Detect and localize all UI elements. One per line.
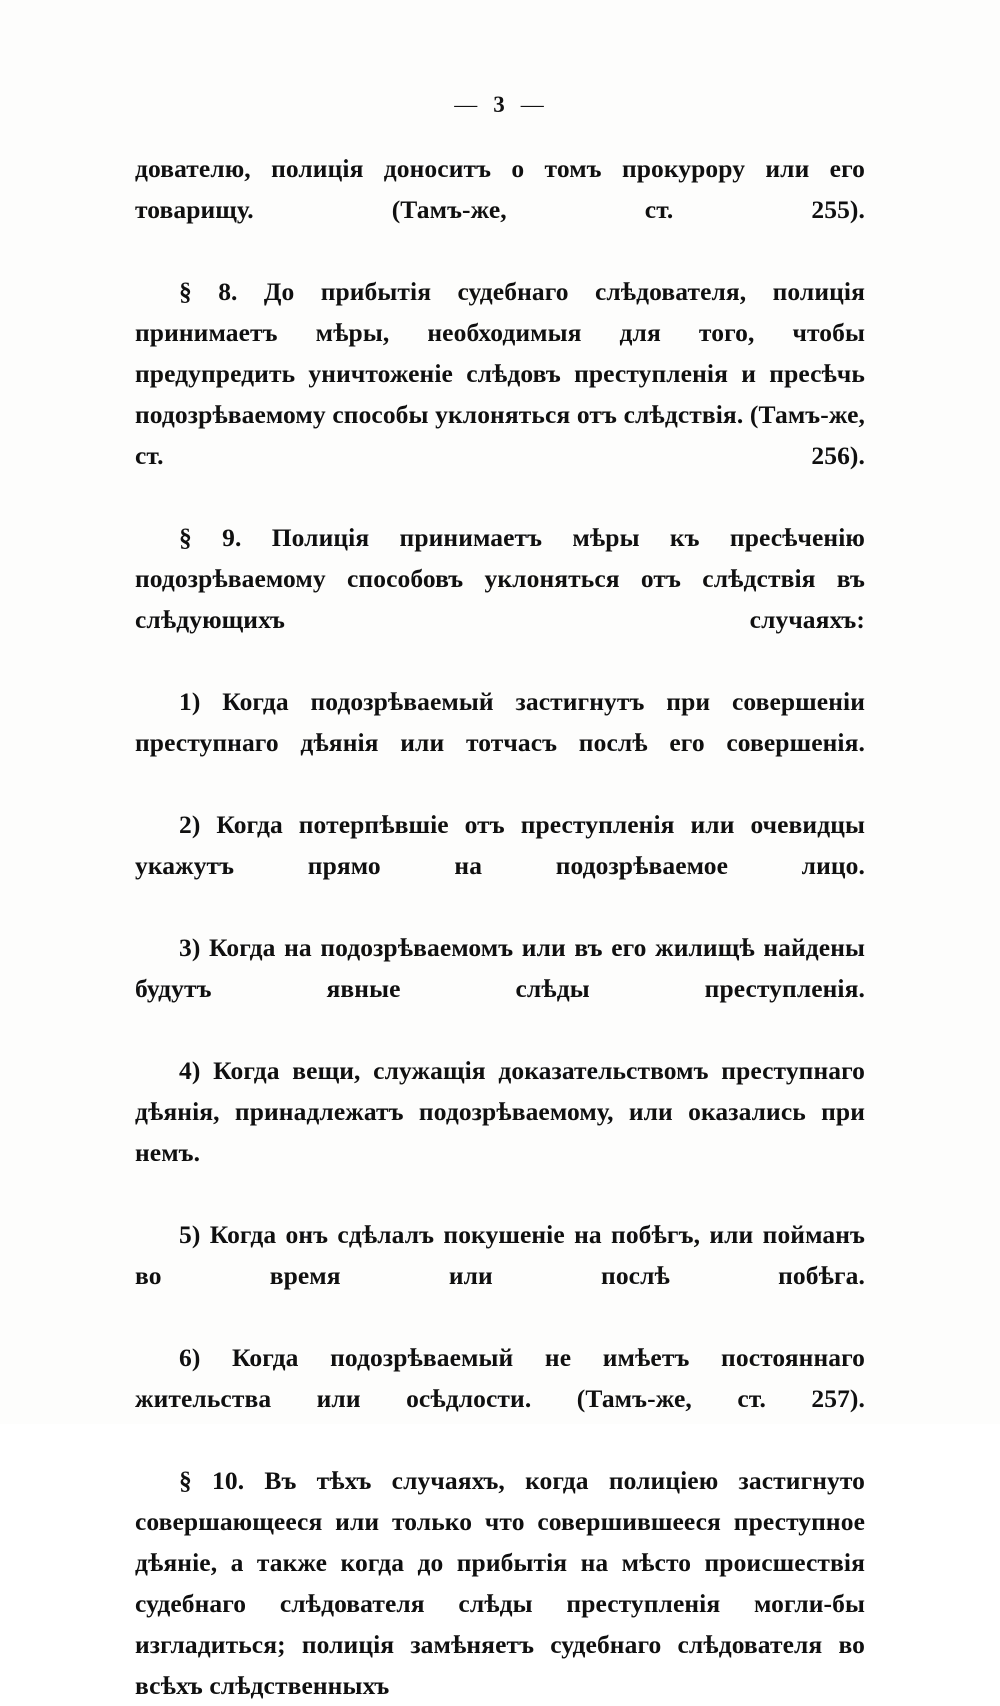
body-text-column xyxy=(135,148,865,1706)
paragraph-continuation: дователю, полиція доноситъ о томъ прокурору или его товарищу. (Тамъ-же, ст. 255). xyxy=(135,154,865,224)
paragraph-item-4: 4) Когда вещи, служащія доказательствомъ преступнаго дѣянія, принадлежатъ подозрѣваемому, или оказались при немъ. xyxy=(135,1056,865,1167)
page-header xyxy=(0,92,1000,118)
paragraph-item-1: 1) Когда подозрѣваемый застигнутъ при совершеніи преступнаго дѣянія или тотчасъ послѣ его совершенія. xyxy=(135,687,865,757)
paragraph-item-6: 6) Когда подозрѣваемый не имѣетъ постояннаго жительства или осѣдлости. (Тамъ-же, ст. 257). xyxy=(135,1343,865,1413)
page-number: 3 xyxy=(493,92,507,117)
paragraph-section-8: § 8. До прибытія судебнаго слѣдователя, полиція принимаетъ мѣры, необходимыя для того, чтобы предупредить уничтоженіе слѣдовъ преступленія и пресѣчь подозрѣваемому способы уклоняться отъ слѣдствія. (Тамъ-же, ст. 256). xyxy=(135,277,865,470)
paragraph-item-3: 3) Когда на подозрѣваемомъ или въ его жилищѣ найдены будутъ явные слѣды преступленія. xyxy=(135,933,865,1003)
paragraph-item-5: 5) Когда онъ сдѣлалъ покушеніе на побѣгъ, или пойманъ во время или послѣ побѣга. xyxy=(135,1220,865,1290)
header-left-dash: — xyxy=(454,92,480,117)
paragraph-item-2: 2) Когда потерпѣвшіе отъ преступленія или очевидцы укажутъ прямо на подозрѣваемое лицо. xyxy=(135,810,865,880)
header-right-dash: — xyxy=(520,92,546,117)
paragraph-section-10: § 10. Въ тѣхъ случаяхъ, когда полиціею застигнуто совершающееся или только что совершившееся преступное дѣяніе, а также когда до прибытія на мѣсто происшествія судебнаго слѣдователя слѣды преступленія могли-бы изгладиться; полиція замѣняетъ судебнаго слѣдователя во всѣхъ слѣдственныхъ xyxy=(135,1466,865,1700)
paragraph-section-9: § 9. Полиція принимаетъ мѣры къ пресѣченію подозрѣваемому способовъ уклоняться отъ слѣдствія въ слѣдующихъ случаяхъ: xyxy=(135,523,865,634)
